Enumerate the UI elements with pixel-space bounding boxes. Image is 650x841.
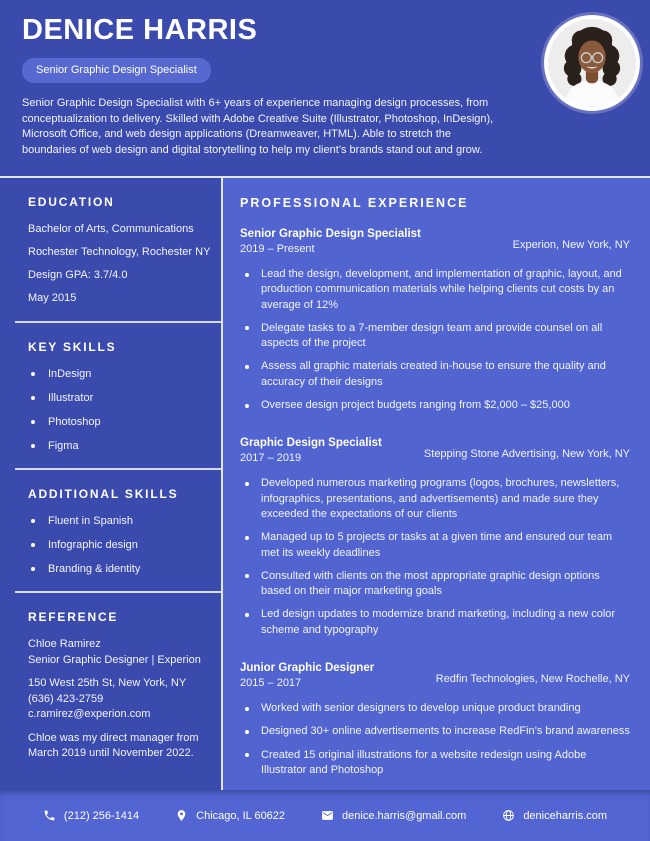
bullet-item — [240, 724, 630, 739]
bullet-text: Worked with senior designers to develop unique product branding — [261, 702, 581, 715]
bullet-text: Created 15 original illustrations for a website redesign using Adobe Illustrator and Photoshop — [261, 748, 587, 776]
job-dates: 2017 – 2019 — [240, 452, 302, 465]
bullet-item — [240, 321, 630, 352]
list-item — [28, 514, 211, 528]
list-item — [28, 538, 211, 552]
additional-skills-heading: ADDITIONAL SKILLS — [28, 487, 179, 501]
envelope-icon — [321, 809, 334, 822]
bullet-dot — [31, 420, 35, 424]
job-dates: 2015 – 2017 — [240, 677, 302, 690]
bullet-dot — [245, 326, 249, 330]
education-gpa: Design GPA: 3.7/4.0 — [28, 269, 128, 281]
footer-website-text: deniceharris.com — [523, 809, 608, 822]
bullet-text: Managed up to 5 projects or tasks at a given time and ensured our team met its weekly deadlines — [261, 531, 612, 559]
additional-skills-section — [0, 470, 221, 591]
job-header — [240, 661, 630, 691]
skill-label: Fluent in Spanish — [48, 515, 133, 527]
bullet-text: Consulted with clients on the most appropriate graphic design options based on their major marketing goals — [261, 569, 600, 598]
bullet-dot — [31, 396, 35, 400]
job-header — [240, 436, 630, 466]
key-skills-section — [0, 323, 221, 468]
bullet-dot — [245, 404, 249, 408]
job-title: Graphic Design Specialist — [240, 437, 382, 450]
job-bullet-list — [240, 701, 630, 778]
footer-phone[interactable] — [43, 809, 139, 822]
education-degree: Bachelor of Arts, Communications — [28, 223, 194, 235]
job-title: Senior Graphic Design Specialist — [240, 228, 421, 240]
experience-column — [223, 178, 650, 790]
reference-phone: (636) 423-2759 — [28, 692, 104, 705]
bullet-text: Designed 30+ online advertisements to increase RedFin’s brand awareness — [261, 725, 630, 738]
job-title-badge: Senior Graphic Design Specialist — [22, 58, 211, 83]
reference-address: 150 West 25th St, New York, NY — [28, 677, 187, 689]
footer-email-text: denice.harris@gmail.com — [342, 809, 467, 822]
list-item — [28, 391, 211, 405]
footer-location-text: Chicago, IL 60622 — [196, 809, 286, 822]
bullet-item — [240, 530, 630, 561]
bullet-item — [240, 748, 630, 779]
job-entry — [240, 227, 630, 413]
person-name: DENICE HARRIS — [22, 14, 258, 46]
skill-label: Branding & identity — [48, 563, 141, 575]
bullet-text: Oversee design project budgets ranging from $2,000 – $25,000 — [261, 399, 570, 412]
bullet-text: Delegate tasks to a 7-member design team and provide counsel on all aspects of the project — [261, 321, 603, 350]
reference-identity — [28, 637, 211, 668]
key-skills-heading: KEY SKILLS — [28, 340, 117, 354]
additional-skills-list — [28, 514, 211, 576]
job-title-block — [240, 227, 421, 257]
list-item — [28, 367, 211, 381]
job-title: Junior Graphic Designer — [240, 662, 375, 675]
reference-name: Chloe Ramirez — [28, 638, 101, 650]
bullet-dot — [31, 543, 35, 547]
experience-heading: PROFESSIONAL EXPERIENCE — [240, 196, 469, 210]
job-title-block — [240, 661, 374, 691]
skill-label: InDesign — [48, 368, 92, 380]
portrait-illustration — [548, 19, 636, 107]
bullet-dot — [31, 444, 35, 448]
footer-website[interactable] — [502, 809, 607, 822]
job-entry — [240, 436, 630, 638]
bullet-item — [240, 701, 630, 716]
key-skills-list — [28, 367, 211, 453]
location-pin-icon — [175, 809, 188, 822]
reference-note-group — [28, 731, 211, 762]
job-bullet-list — [240, 476, 630, 638]
skill-label: Photoshop — [48, 416, 101, 428]
reference-role: Senior Graphic Designer | Experion — [28, 653, 201, 666]
bullet-item — [240, 267, 630, 313]
bullet-dot — [245, 730, 249, 734]
bullet-dot — [31, 567, 35, 571]
list-item — [28, 562, 211, 576]
contact-footer — [0, 790, 650, 841]
bullet-dot — [245, 613, 249, 617]
phone-icon — [43, 809, 56, 822]
header — [0, 0, 650, 178]
globe-icon — [502, 809, 515, 822]
bullet-dot — [245, 707, 249, 711]
job-dates: 2019 – Present — [240, 243, 315, 255]
skill-label: Infographic design — [48, 539, 138, 551]
job-header — [240, 227, 630, 257]
education-section — [0, 178, 221, 321]
bullet-text: Led design updates to modernize brand marketing, including a new color scheme and typography — [261, 608, 616, 636]
job-bullet-list — [240, 267, 630, 413]
bullet-dot — [31, 519, 35, 523]
bullet-item — [240, 569, 630, 600]
job-company: Stepping Stone Advertising, New York, NY — [423, 448, 630, 461]
bullet-dot — [245, 482, 249, 486]
footer-phone-text: (212) 256-1414 — [63, 809, 140, 822]
footer-location — [175, 809, 285, 822]
footer-email[interactable] — [321, 809, 466, 822]
reference-section — [0, 593, 221, 785]
sidebar — [0, 178, 223, 790]
job-title-block — [240, 436, 382, 466]
content-row — [0, 178, 650, 790]
job-company: Redfin Technologies, New Rochelle, NY — [435, 673, 630, 686]
bullet-dot — [245, 753, 249, 757]
bullet-dot — [245, 273, 249, 277]
list-item — [28, 415, 211, 429]
reference-heading: REFERENCE — [28, 610, 119, 624]
bullet-item — [240, 359, 630, 390]
bullet-dot — [31, 372, 35, 376]
bullet-item — [240, 607, 630, 638]
bullet-text: Assess all graphic materials created in-house to ensure the quality and accuracy of their designs — [261, 360, 606, 388]
reference-contact — [28, 676, 211, 723]
education-school: Rochester Technology, Rochester NY — [28, 246, 211, 258]
profile-photo — [544, 15, 640, 111]
bullet-item — [240, 476, 630, 522]
bullet-dot — [245, 574, 249, 578]
skill-label: Illustrator — [48, 392, 94, 404]
bullet-text: Lead the design, development, and implementation of graphic, layout, and production communication materials while helping clients cut costs by an average of 12% — [261, 268, 622, 311]
job-company: Experion, New York, NY — [512, 239, 630, 251]
bullet-text: Developed numerous marketing programs (logos, brochures, newsletters, infographics, presentations, and advertisements) and made sure they exceeded the expectations of our clients — [261, 477, 620, 520]
education-heading: EDUCATION — [28, 195, 115, 209]
bullet-dot — [245, 365, 249, 369]
reference-email[interactable]: c.ramirez@experion.com — [28, 708, 151, 720]
skill-label: Figma — [48, 440, 79, 452]
reference-note: Chloe was my direct manager from March 2019 until November 2022. — [28, 731, 199, 759]
profile-summary: Senior Graphic Design Specialist with 6+ years of experience managing design processes, from conceptualization to delivery. Skilled with Adobe Creative Suite (Illustrator, Photoshop, InDesign), Microsoft Office, and web design applications (Dreamweaver, HTML). Able to stretch the boundaries of web design and digital storytelling to help my client’s brands stand out and grow. — [22, 97, 494, 156]
bullet-dot — [245, 536, 249, 540]
education-date: May 2015 — [28, 292, 77, 304]
bullet-item — [240, 398, 630, 413]
job-entry — [240, 661, 630, 778]
list-item — [28, 439, 211, 453]
